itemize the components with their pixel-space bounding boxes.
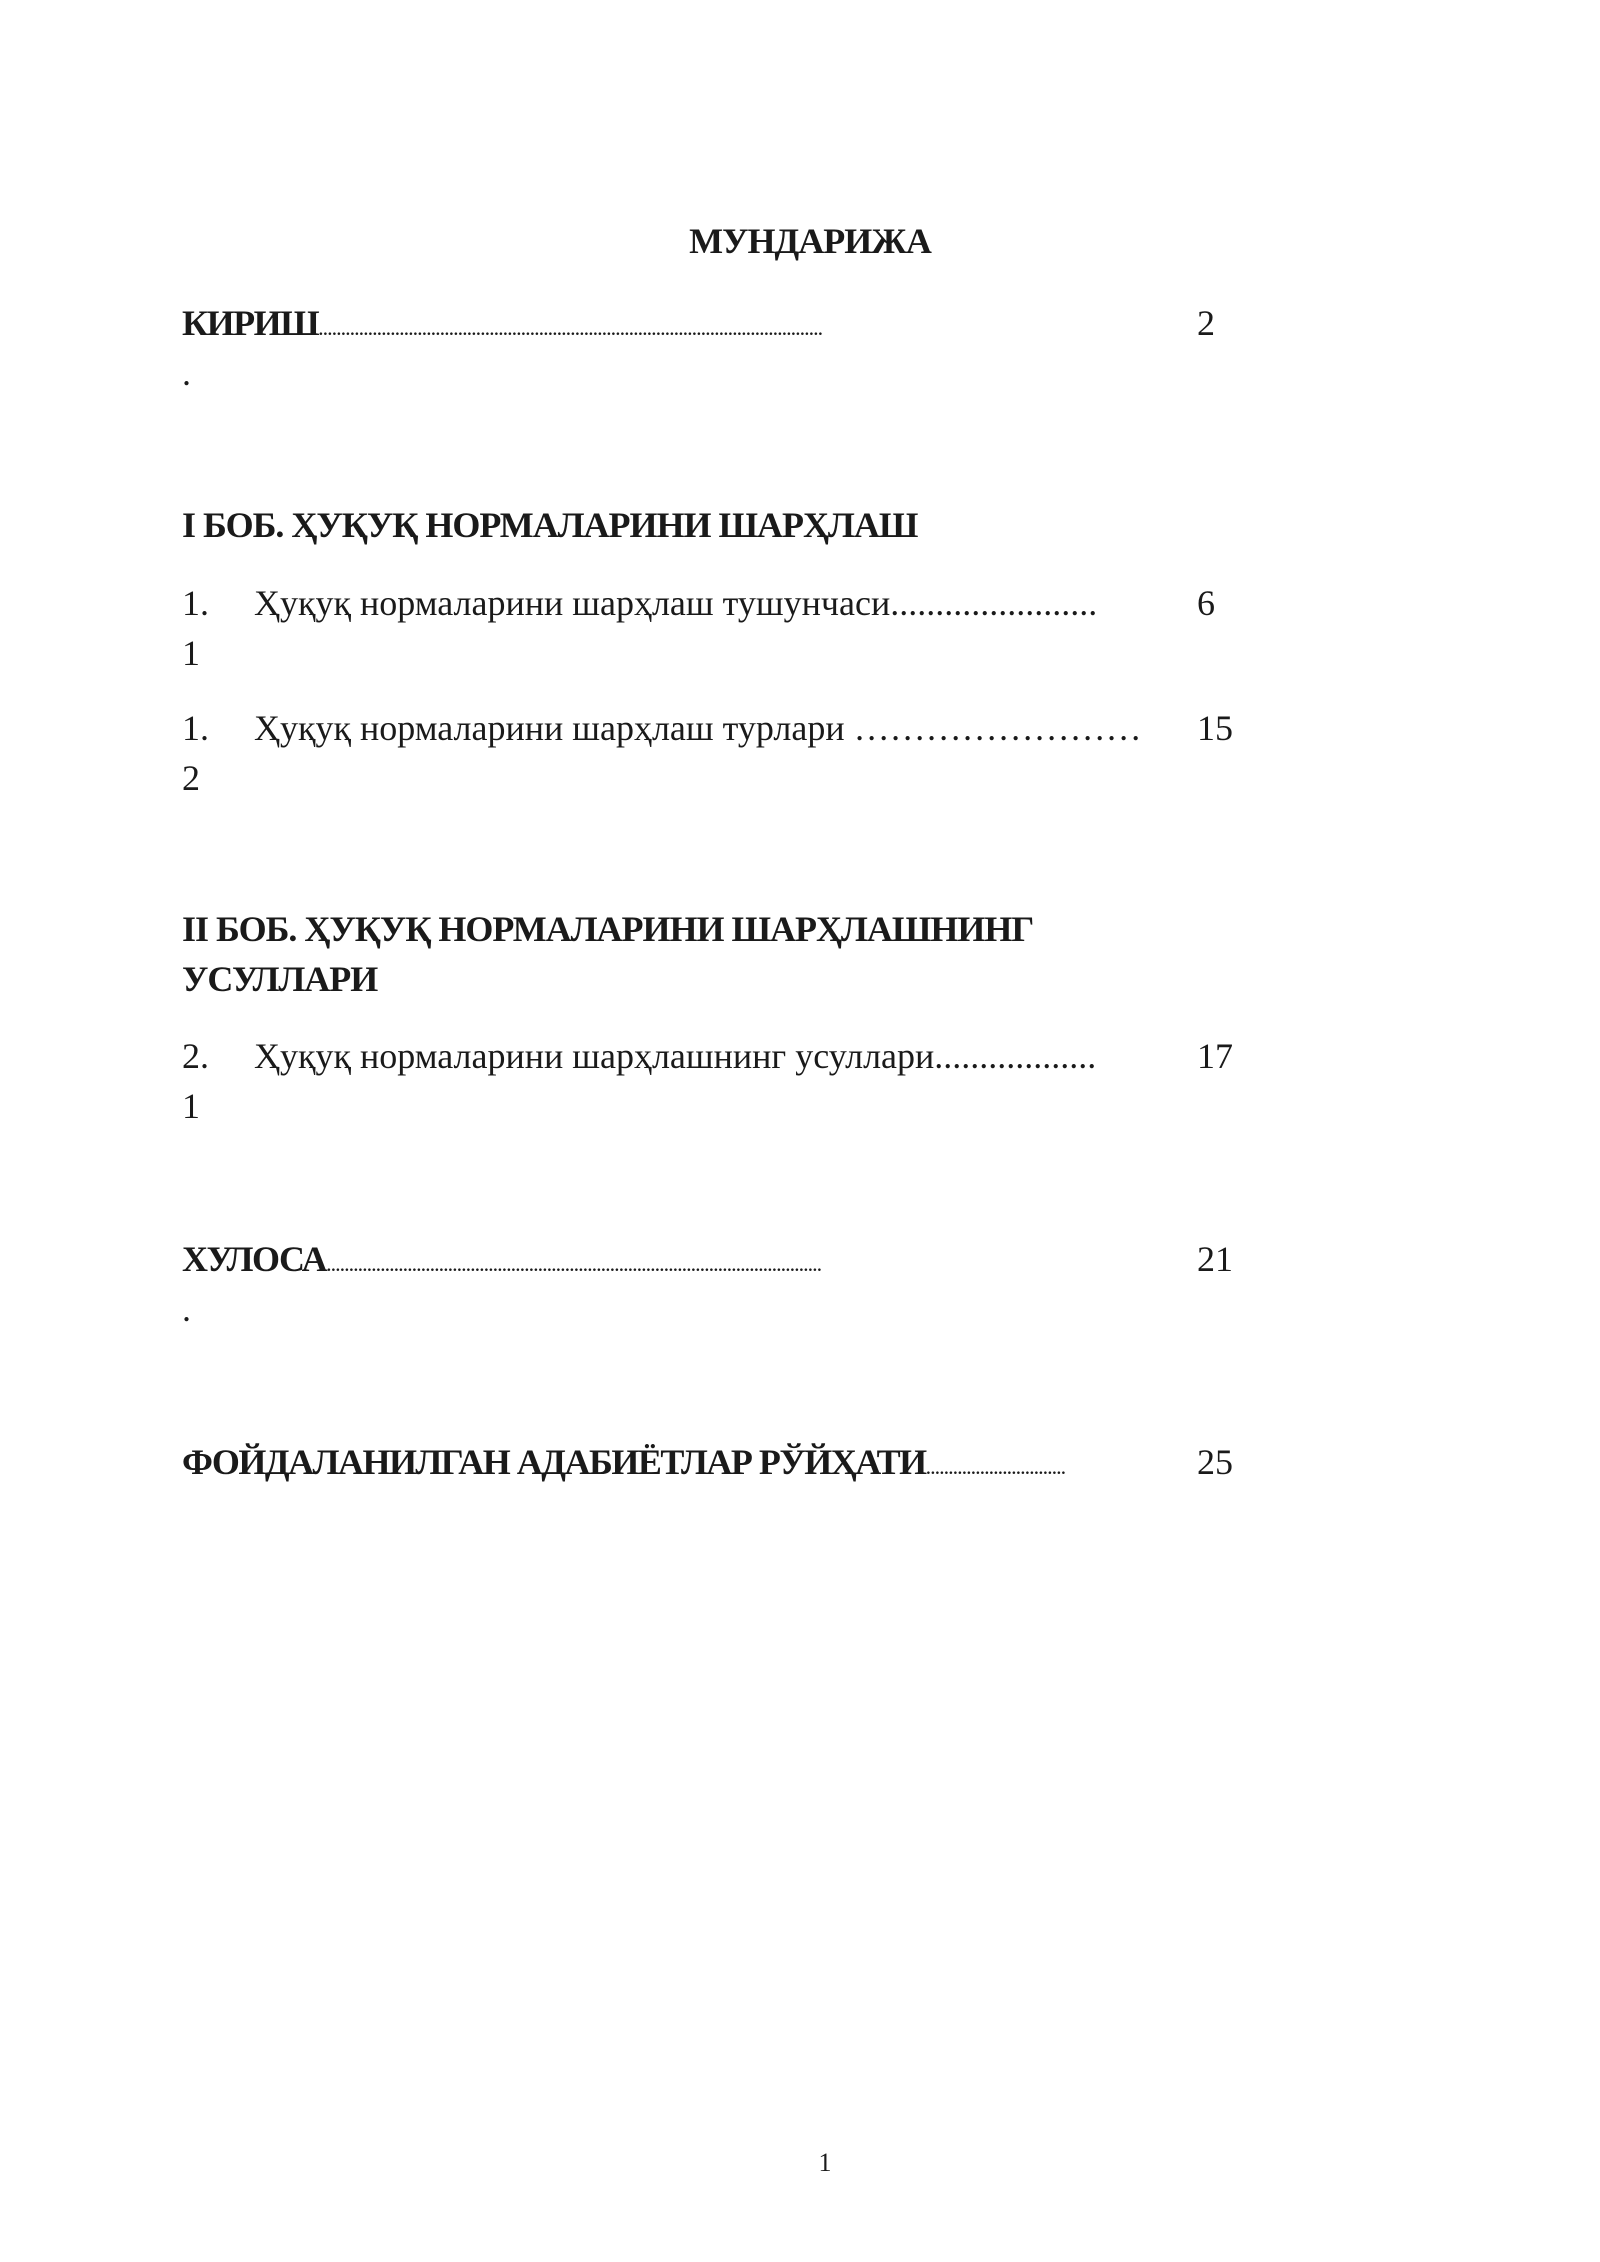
toc-entry-label: ФОЙДАЛАНИЛГАН АДАБИЁТЛАР РЎЙҲАТИ — [182, 1442, 926, 1482]
chapter-heading-line: УСУЛЛАРИ — [182, 959, 378, 999]
chapter-heading — [182, 904, 1282, 1004]
toc-page-number: 15 — [1197, 708, 1233, 748]
toc-page-number: 25 — [1197, 1442, 1233, 1482]
chapter-heading: I БОБ. ҲУҚУҚ НОРМАЛАРИНИ ШАРҲЛАШ — [182, 505, 918, 545]
toc-entry-label: ХУЛОСА — [182, 1239, 327, 1279]
trailing-dot: . — [182, 1289, 191, 1329]
subentry-number-cont: 1 — [182, 1086, 200, 1126]
toc-subentry — [182, 578, 1242, 673]
leader-dots: .............................................................................................................. — [326, 1251, 822, 1276]
toc-entry-label-wrap — [182, 298, 1167, 353]
toc-entry-references — [182, 1437, 1242, 1527]
page-footer-number: 1 — [818, 2148, 832, 2177]
toc-entry-conclusion — [182, 1234, 1242, 1329]
subentry-number-cont: 1 — [182, 633, 200, 673]
toc-entry-label: КИРИШ — [182, 303, 319, 343]
subentry-number: 1. — [182, 708, 209, 748]
toc-page-number: 2 — [1197, 303, 1215, 343]
toc-subentry — [182, 703, 1242, 798]
toc-entry-label-wrap — [182, 1234, 1167, 1289]
subentry-text: Ҳуқуқ нормаларини шарҳлашнинг усуллари.................. — [254, 1036, 1097, 1076]
trailing-dot: . — [182, 353, 191, 393]
subentry-number: 1. — [182, 583, 209, 623]
subentry-text: Ҳуқуқ нормаларини шарҳлаш турлари …………………… — [254, 708, 1142, 748]
subentry-number: 2. — [182, 1036, 209, 1076]
toc-entry-intro — [182, 298, 1242, 393]
toc-subentry — [182, 1031, 1242, 1126]
leader-dots: ................................................................................................................ — [318, 315, 823, 340]
toc-page-number: 17 — [1197, 1036, 1233, 1076]
toc-page-number: 6 — [1197, 583, 1215, 623]
chapter-heading-line: II БОБ. ҲУҚУҚ НОРМАЛАРИНИ ШАРҲЛАШНИНГ — [182, 909, 1034, 949]
subentry-number-cont: 2 — [182, 758, 200, 798]
toc-entry-label-wrap — [182, 1437, 1167, 1492]
toc-title: МУНДАРИЖА — [689, 221, 931, 261]
subentry-text: Ҳуқуқ нормаларини шарҳлаш тушунчаси....................... — [254, 583, 1098, 623]
toc-page-number: 21 — [1197, 1239, 1233, 1279]
leader-dots: ............................... — [925, 1454, 1066, 1479]
